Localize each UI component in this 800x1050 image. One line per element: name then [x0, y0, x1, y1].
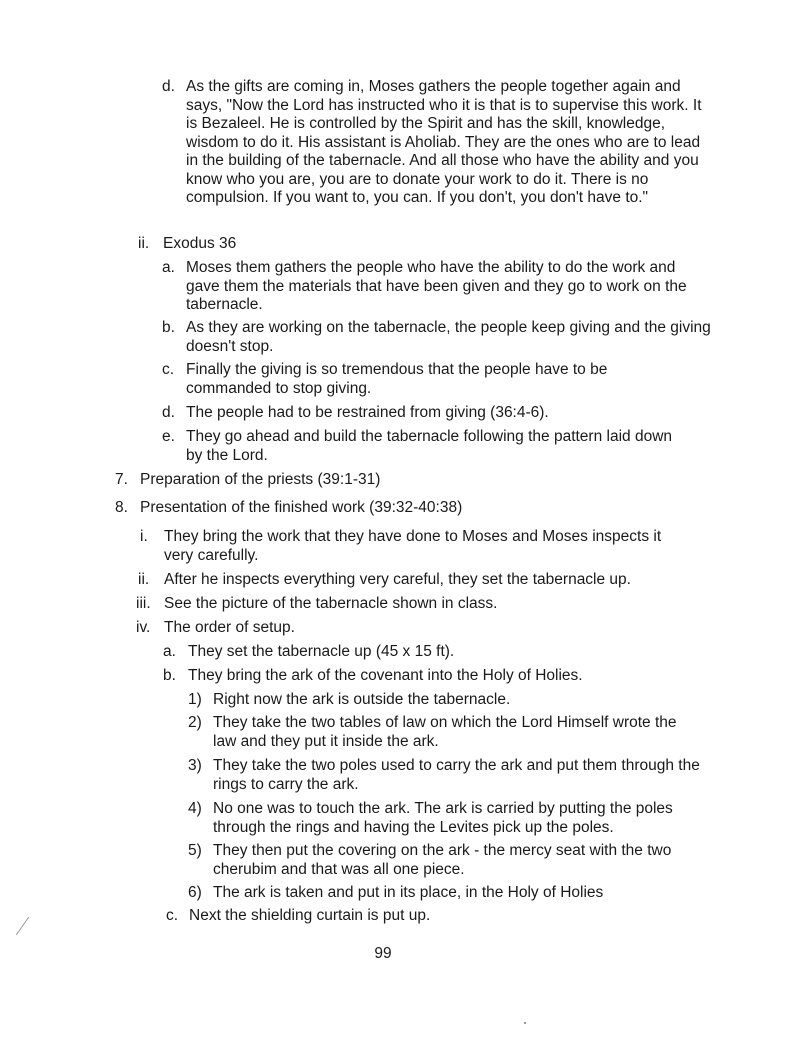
list-marker: b.: [163, 667, 176, 684]
list-text: Next the shielding curtain is put up.: [189, 907, 431, 924]
list-marker: 1): [188, 691, 202, 708]
page-number: 99: [374, 945, 392, 962]
list-text: No one was to touch the ark. The ark is carried by putting the poles through the rings and having the Levites pick up the poles.: [213, 800, 673, 836]
list-marker: c.: [162, 361, 175, 378]
list-marker: i.: [140, 528, 148, 545]
list-text: Preparation of the priests (39:1-31): [140, 471, 381, 488]
list-marker: ii.: [138, 571, 150, 588]
list-marker: 5): [188, 842, 202, 859]
list-text: Exodus 36: [163, 235, 237, 252]
list-text: They bring the ark of the covenant into the Holy of Holies.: [188, 667, 583, 684]
list-text: They go ahead and build the tabernacle following the pattern laid down by the Lord.: [186, 428, 673, 464]
list-text: After he inspects everything very careful, they set the tabernacle up.: [164, 571, 631, 588]
list-text: They set the tabernacle up (45 x 15 ft).: [188, 643, 455, 660]
list-text: The ark is taken and put in its place, in the Holy of Holies: [213, 884, 604, 901]
list-marker: a.: [163, 643, 176, 660]
list-marker: d.: [162, 404, 175, 421]
list-marker: b.: [162, 319, 175, 336]
list-text: Right now the ark is outside the tabernacle.: [213, 691, 511, 708]
list-marker: 7.: [115, 471, 128, 488]
list-text: They take the two poles used to carry the ark and put them through the rings to carry the ark.: [213, 757, 700, 793]
list-marker: 4): [188, 800, 202, 817]
list-text: They take the two tables of law on which the Lord Himself wrote the law and they put it inside the ark.: [213, 714, 677, 750]
list-marker: d.: [162, 78, 175, 95]
list-text: Moses them gathers the people who have the ability to do the work and gave them the materials that have been given and they go to work on the tabernacle.: [186, 259, 687, 313]
list-text: They bring the work that they have done to Moses and Moses inspects it very carefully.: [164, 528, 662, 564]
list-marker: 6): [188, 884, 202, 901]
list-text: As the gifts are coming in, Moses gathers the people together again and says, "Now the Lord has instructed who it is that is to supervise this work. It is Bezaleel. He is controlled by the Spirit and has the skill, knowledge, wisdom to do it. His assistant is Aholiab. They are the ones who are to lead in the building of the tabernacle. And all those who have the ability and you know who you are, you are to donate your work to do it. There is no compulsion. If you want to, you can. If you don't, you don't have to.": [186, 78, 702, 206]
list-marker: a.: [162, 259, 175, 276]
list-text: As they are working on the tabernacle, the people keep giving and the giving doesn't stop.: [186, 319, 711, 355]
list-text: The people had to be restrained from giving (36:4-6).: [186, 404, 549, 421]
list-marker: 2): [188, 714, 202, 731]
list-marker: c.: [166, 907, 179, 924]
list-text: Presentation of the finished work (39:32-40:38): [140, 499, 463, 516]
scan-mark: [16, 917, 29, 936]
list-marker: ii.: [138, 235, 150, 252]
list-marker: iii.: [136, 595, 151, 612]
list-text: The order of setup.: [164, 619, 295, 636]
list-text: See the picture of the tabernacle shown in class.: [164, 595, 498, 612]
list-marker: 3): [188, 757, 202, 774]
list-marker: 8.: [115, 499, 128, 516]
list-text: Finally the giving is so tremendous that the people have to be commanded to stop giving.: [186, 361, 608, 397]
list-text: They then put the covering on the ark - the mercy seat with the two cherubim and that was all one piece.: [213, 842, 672, 878]
list-marker: e.: [162, 428, 175, 445]
scan-mark: [524, 1022, 526, 1024]
list-marker: iv.: [136, 619, 151, 636]
